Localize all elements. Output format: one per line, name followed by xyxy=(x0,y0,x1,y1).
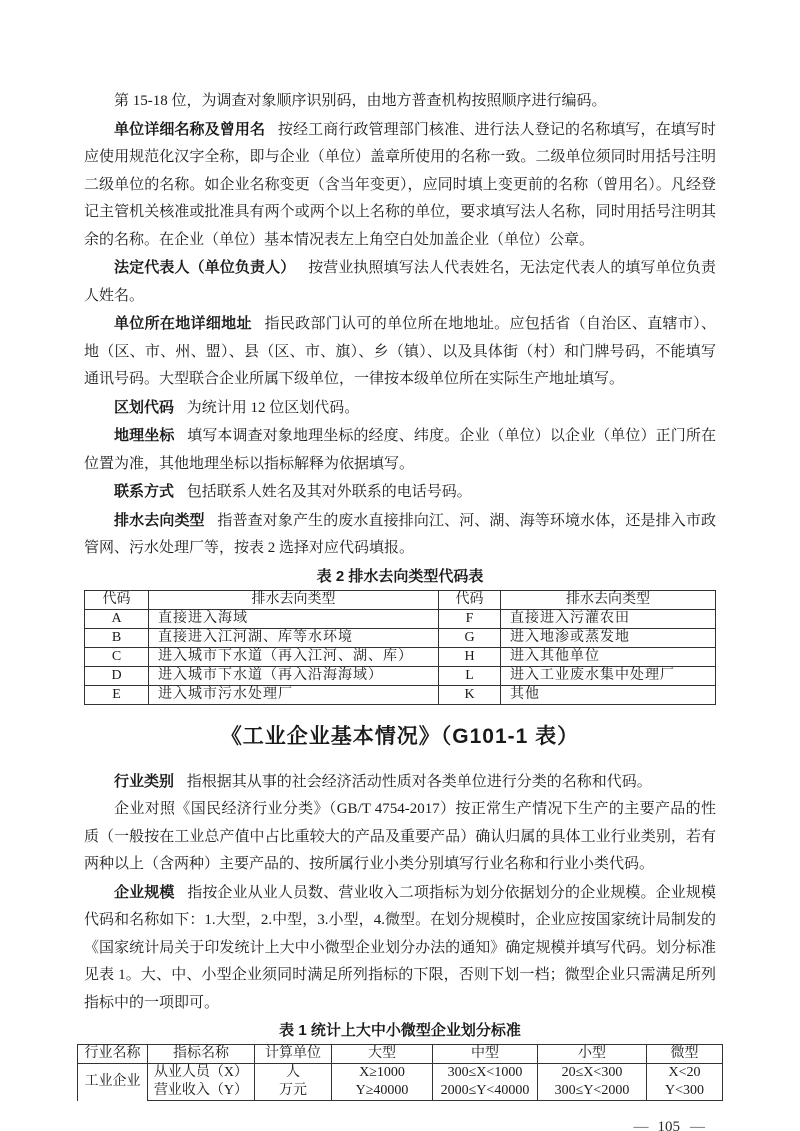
table-cell: 直接进入海域 xyxy=(149,609,439,628)
table-row xyxy=(85,685,716,704)
table-cell: 进入城市下水道（再入江河、湖、库） xyxy=(149,647,439,666)
para-geo-coordinates xyxy=(84,422,716,478)
drainage-type-code-table xyxy=(84,590,716,705)
table-cell: 进入工业废水集中处理厂 xyxy=(501,666,716,685)
para-text: 指根据其从事的社会经济活动性质对各类单位进行分类的名称和代码。 xyxy=(186,773,652,790)
term-label: 区划代码 xyxy=(114,398,175,416)
table-row xyxy=(85,647,716,666)
para-text: 指民政部门认可的单位所在地地址。应包括省（自治区、直辖市）、地（区、市、州、盟）、县（区、市、旗）、乡（镇）、以及具体街（村）和门牌号码，不能填写通讯号码。大型联合企业所属下级单位，一律按本级单位所在实际生产地址填写。 xyxy=(84,316,716,387)
para-contact xyxy=(84,478,716,507)
table-cell: E xyxy=(85,685,149,704)
table-header-row xyxy=(78,1045,723,1064)
table-cell: C xyxy=(85,647,149,666)
table-cell: 营业收入（Y） xyxy=(148,1082,255,1101)
para-legal-representative xyxy=(84,254,716,310)
term-label: 行业类别 xyxy=(114,772,175,790)
para-text: 第 15-18 位，为调查对象顺序识别码，由地方普查机构按照顺序进行编码。 xyxy=(114,93,607,109)
table-cell: 进入其他单位 xyxy=(501,647,716,666)
table1-caption: 表 1 统计上大中小微型企业划分标准 xyxy=(279,1022,521,1039)
table-header-cell: 大型 xyxy=(332,1045,433,1064)
table-cell: 进入城市下水道（再入沿海海域） xyxy=(149,666,439,685)
table-header-row xyxy=(85,590,716,609)
table-header-cell: 代码 xyxy=(439,590,501,609)
table-cell: 300≤X<1000 xyxy=(433,1064,538,1083)
term-label: 企业规模 xyxy=(114,883,175,901)
table-cell: X≥1000 xyxy=(332,1064,433,1083)
section-title: 《工业企业基本情况》（G101-1 表） xyxy=(220,724,580,748)
table-header-cell: 指标名称 xyxy=(148,1045,255,1064)
table-row xyxy=(85,666,716,685)
para-text: 按经工商行政管理部门核准、进行法人登记的名称填写，在填写时应使用规范化汉字全称，即与企业（单位）盖章所使用的名称一致。二级单位须同时用括号注明二级单位的名称。如企业名称变更（含当年变更），应同时填上变更前的名称（曾用名）。凡经登记主管机关核准或批准具有两个或两个以上名称的单位，要求填写法人名称，同时用括号注明其余的名称。在企业（单位）基本情况表左上角空白处加盖企业（单位）公章。 xyxy=(84,121,716,248)
table-header-cell: 小型 xyxy=(538,1045,647,1064)
para-text: 指按企业从业人员数、营业收入二项指标为划分依据划分的企业规模。企业规模代码和名称如下：1.大型，2.中型，3.小型，4.微型。在划分规模时，企业应按国家统计局制发的《国家统计局关于印发统计上大中小微型企业划分办法的通知》确定规模并填写代码。划分标准见表 1。大、中、小型企业须同时满足所列指标的下限，否则下划一档；微型企业只需满足所列指标中的一项即可。 xyxy=(84,884,716,1011)
para-text: 企业对照《国民经济行业分类》（GB/T 4754-2017）按正常生产情况下生产的主要产品的性质（一般按在工业总产值中占比重较大的产品及重要产品）确认归属的具体工业行业类别，若有两种以上（含两种）主要产品的、按所属行业小类分别填写行业名称和行业小类代码。 xyxy=(84,801,716,872)
table-header-cell: 排水去向类型 xyxy=(501,590,716,609)
term-label: 单位所在地详细地址 xyxy=(114,315,252,332)
table-cell: X<20 xyxy=(647,1064,723,1083)
table-cell: F xyxy=(439,609,501,628)
table-cell: Y<300 xyxy=(647,1082,723,1101)
term-label: 单位详细名称及曾用名 xyxy=(114,120,266,138)
table-header-cell: 微型 xyxy=(647,1045,723,1064)
table-header-cell: 中型 xyxy=(433,1045,538,1064)
table-cell: 2000≤Y<40000 xyxy=(433,1082,538,1101)
table-cell: 万元 xyxy=(255,1082,332,1101)
table-cell: 从业人员（X） xyxy=(148,1064,255,1083)
para-industry-category xyxy=(84,768,716,797)
page-footer xyxy=(0,1119,800,1131)
term-label: 联系方式 xyxy=(114,483,175,500)
table-row xyxy=(85,628,716,647)
footer-dash-right: — xyxy=(690,1119,704,1131)
para-text: 填写本调查对象地理坐标的经度、纬度。企业（单位）以企业（单位）正门所在位置为准，其他地理坐标以指标解释为依据填写。 xyxy=(84,428,716,472)
term-label: 排水去向类型 xyxy=(114,511,205,529)
table-row xyxy=(78,1064,723,1083)
para-text: 按营业执照填写法人代表姓名，无法定代表人的填写单位负责人姓名。 xyxy=(84,260,716,304)
table-cell-industry: 工业企业 xyxy=(78,1064,148,1101)
table-cell: 进入地渗或蒸发地 xyxy=(501,628,716,647)
term-label: 法定代表人（单位负责人） xyxy=(114,259,296,276)
table-header-cell: 计算单位 xyxy=(255,1045,332,1064)
table-cell: 直接进入污灌农田 xyxy=(501,609,716,628)
table-cell: 人 xyxy=(255,1064,332,1083)
table-cell: K xyxy=(439,685,501,704)
table-cell: H xyxy=(439,647,501,666)
para-text: 指普查对象产生的废水直接排向江、河、湖、海等环境水体，还是排入市政管网、污水处理厂等，按表 2 选择对应代码填报。 xyxy=(84,512,716,556)
page-number: 105 xyxy=(657,1119,680,1131)
enterprise-size-table xyxy=(77,1044,723,1101)
para-text: 包括联系人姓名及其对外联系的电话号码。 xyxy=(186,484,472,500)
table-cell: 直接进入江河湖、库等水环境 xyxy=(149,628,439,647)
table2-caption: 表 2 排水去向类型代码表 xyxy=(316,567,484,585)
para-region-code xyxy=(84,394,716,423)
table-cell: 300≤Y<2000 xyxy=(538,1082,647,1101)
footer-dash-left: — xyxy=(633,1119,648,1131)
table-cell: 其他 xyxy=(501,685,716,704)
para-text: 为统计用 12 位区划代码。 xyxy=(186,399,360,416)
table-cell: 进入城市污水处理厂 xyxy=(149,685,439,704)
para-address xyxy=(84,310,716,394)
table-cell: 20≤X<300 xyxy=(538,1064,647,1083)
table-cell: D xyxy=(85,666,149,685)
para-drainage-type xyxy=(84,507,716,563)
table-header-cell: 行业名称 xyxy=(78,1045,148,1064)
table-cell: B xyxy=(85,628,149,647)
para-sequence-code xyxy=(84,88,716,116)
para-enterprise-size xyxy=(84,879,716,1018)
para-industry-classification xyxy=(84,796,716,879)
table-cell: L xyxy=(439,666,501,685)
table-cell: G xyxy=(439,628,501,647)
table-row xyxy=(85,609,716,628)
table-header-cell: 代码 xyxy=(85,590,149,609)
table-header-cell: 排水去向类型 xyxy=(149,590,439,609)
para-unit-name xyxy=(84,116,716,255)
table-cell: Y≥40000 xyxy=(332,1082,433,1101)
table-cell: A xyxy=(85,609,149,628)
table-row xyxy=(78,1082,723,1101)
term-label: 地理坐标 xyxy=(114,427,175,444)
